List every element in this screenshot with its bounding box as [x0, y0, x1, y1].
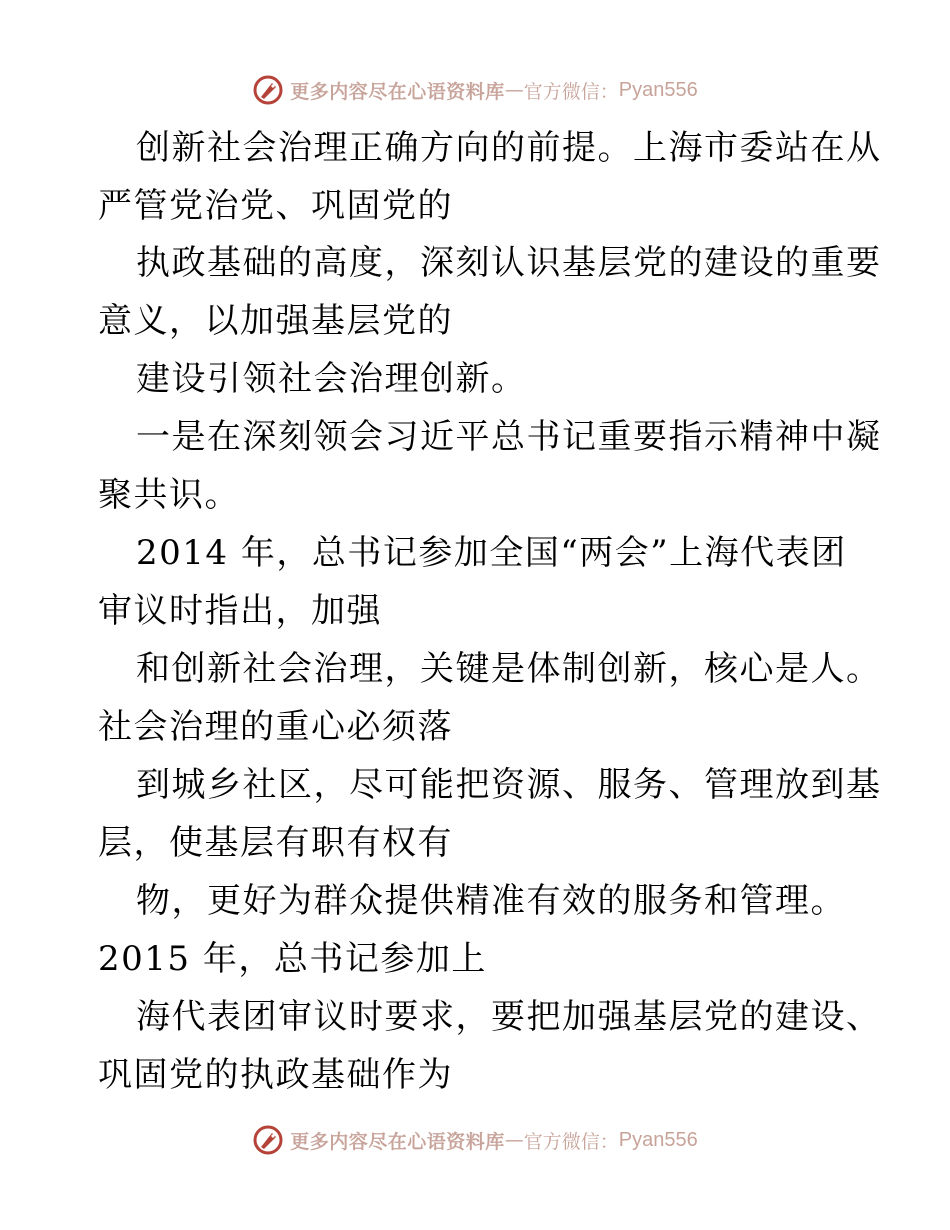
- body-line: 2014 年，总书记参加全国“两会”上海代表团: [136, 533, 847, 573]
- body-line: 2015 年，总书记参加上: [98, 939, 487, 979]
- footer-slogan: 更多内容尽在心语资料库: [290, 1130, 505, 1153]
- pen-nib-circle-icon: [252, 74, 284, 106]
- body-line: 社会治理的重心必须落: [98, 707, 453, 747]
- body-line: 执政基础的高度，深刻认识基层党的建设的重要: [136, 243, 882, 283]
- body-line: 建设引领社会治理创新。: [136, 359, 527, 399]
- body-line: 意义，以加强基层党的: [98, 301, 453, 341]
- footer-banner: [0, 1120, 950, 1160]
- body-line: 审议时指出，加强: [98, 591, 382, 631]
- body-line: 到城乡社区，尽可能把资源、服务、管理放到基: [136, 765, 882, 805]
- header-wechat-handle: Pyan556: [618, 78, 698, 101]
- body-line: 层，使基层有职有权有: [98, 823, 453, 863]
- body-line: 和创新社会治理，关键是体制创新，核心是人。: [136, 649, 882, 689]
- pen-nib-circle-icon: [252, 1124, 284, 1156]
- body-line: 一是在深刻领会习近平总书记重要指示精神中凝: [136, 417, 882, 457]
- body-line: 聚共识。: [98, 475, 240, 515]
- body-line: 物，更好为群众提供精准有效的服务和管理。: [136, 881, 846, 921]
- body-line: 创新社会治理正确方向的前提。上海市委站在从: [136, 128, 882, 168]
- body-line: 严管党治党、巩固党的: [98, 186, 453, 226]
- header-banner: [0, 70, 950, 110]
- footer-dash: —: [504, 1129, 524, 1151]
- body-line: 巩固党的执政基础作为: [98, 1055, 453, 1095]
- header-slogan: 更多内容尽在心语资料库: [290, 80, 505, 103]
- header-dash: —: [504, 79, 524, 101]
- header-wechat-label: 官方微信：: [523, 80, 619, 103]
- footer-wechat-handle: Pyan556: [618, 1128, 698, 1151]
- footer-wechat-label: 官方微信：: [523, 1130, 619, 1153]
- body-line: 海代表团审议时要求，要把加强基层党的建设、: [136, 997, 882, 1037]
